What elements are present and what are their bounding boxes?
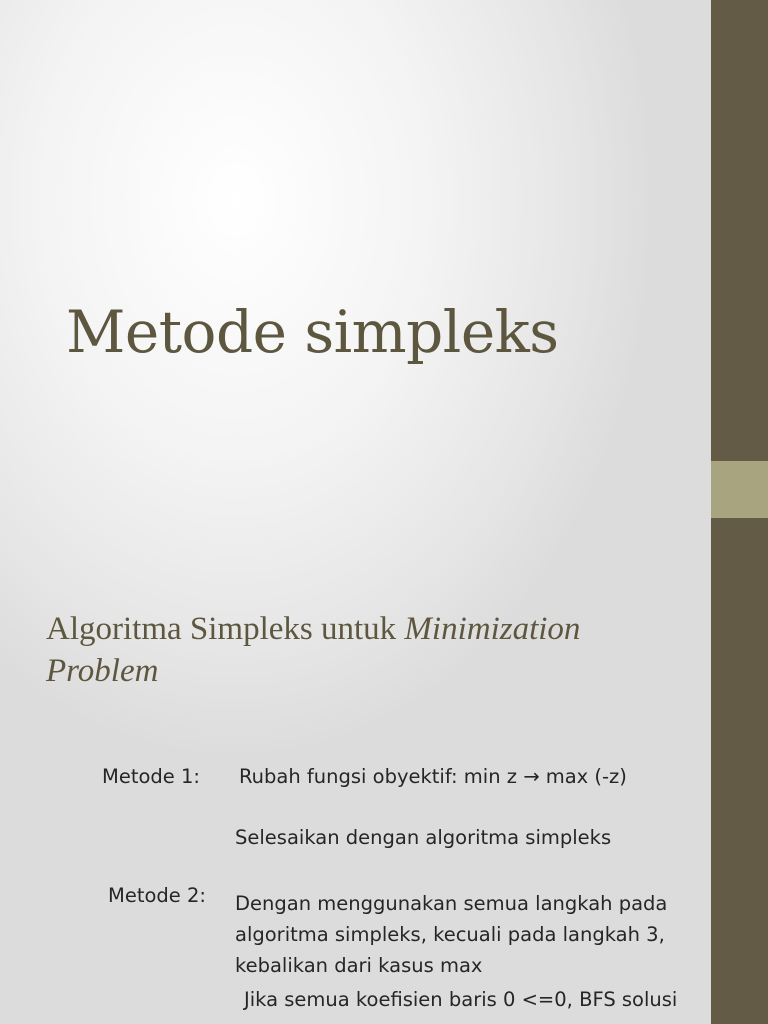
method2-line: algoritma simpleks, kecuali pada langkah 3, xyxy=(235,923,665,946)
method2-line: kebalikan dari kasus max xyxy=(235,954,483,977)
slide-title: Metode simpleks xyxy=(66,298,559,366)
method1-label: Metode 1: xyxy=(102,765,200,788)
slide-subtitle xyxy=(46,608,686,692)
subtitle-italic-text-1: Minimization xyxy=(404,611,581,647)
sidebar-accent-block xyxy=(711,461,768,518)
method2-line4: Jika semua koefisien baris 0 <=0, BFS solusi xyxy=(244,988,678,1011)
method2-line: Dengan menggunakan semua langkah pada xyxy=(235,892,668,915)
method2-label: Metode 2: xyxy=(108,884,206,907)
method2-description xyxy=(235,888,705,981)
method1-line1: Rubah fungsi obyektif: min z → max (-z) xyxy=(239,765,627,788)
subtitle-italic-text-2: Problem xyxy=(46,653,159,689)
method1-line2: Selesaikan dengan algoritma simpleks xyxy=(235,826,612,849)
subtitle-plain-text: Algoritma Simpleks untuk xyxy=(46,611,405,647)
